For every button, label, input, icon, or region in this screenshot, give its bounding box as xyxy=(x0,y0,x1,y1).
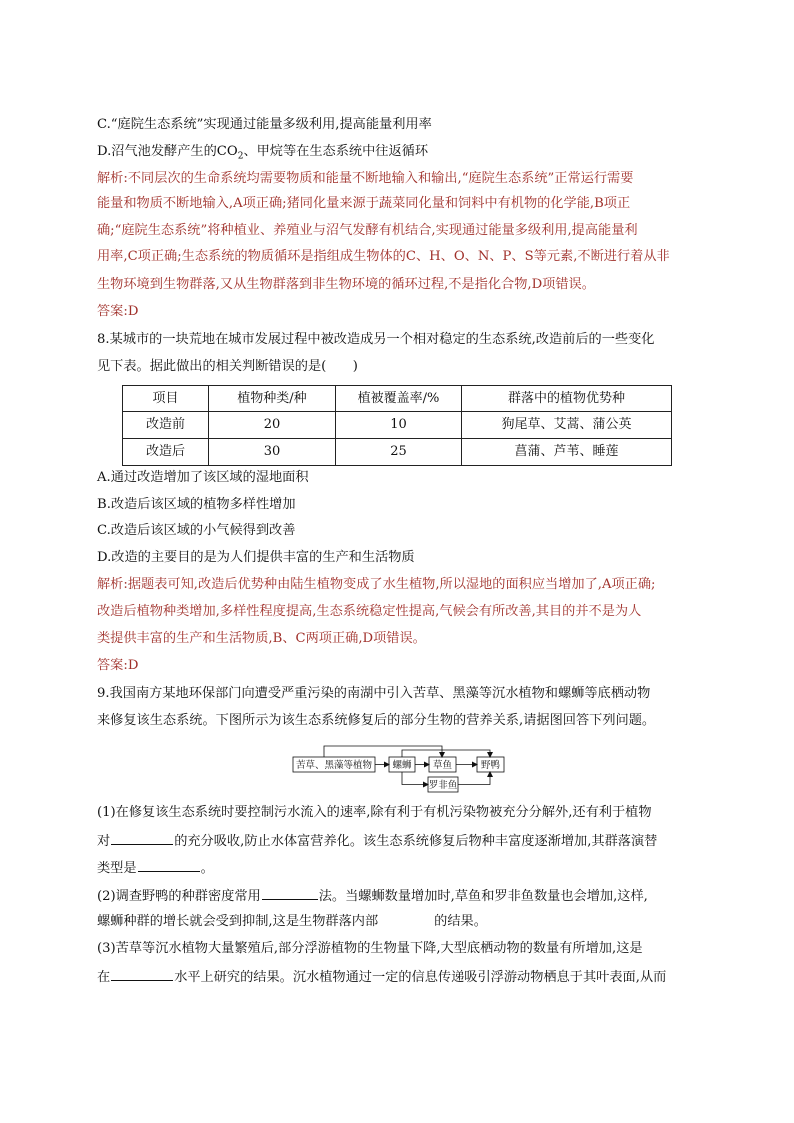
q9-p2-text: 螺蛳种群的增长就会受到抑制,这是生物群落内部 xyxy=(97,914,379,929)
q7-option-d-subscript: 2 xyxy=(237,151,244,162)
q8-data-table xyxy=(122,385,672,466)
q9-p2-line xyxy=(97,911,487,931)
snail-label: 螺蛳 xyxy=(392,760,412,771)
q9-p1-text: 类型是 xyxy=(97,861,137,876)
arrow-snail-tilapia xyxy=(402,772,428,785)
q8-analysis-line: 改造后植物种类增加,多样性程度提高,生态系统稳定性提高,气候会有所改善,其目的并不是为人 xyxy=(97,604,642,619)
table-cell: 狗尾草、艾蒿、蒲公英 xyxy=(462,412,672,439)
q9-p3-text: 在 xyxy=(97,970,111,985)
table-cell: 20 xyxy=(209,412,336,439)
table-cell: 改造前 xyxy=(123,412,209,439)
q7-option-c: C.“庭院生态系统”实现通过能量多级利用,提高能量利用率 xyxy=(97,117,432,132)
q7-answer: 答案:D xyxy=(97,304,139,319)
q9-p3-line xyxy=(97,966,666,986)
table-cell: 30 xyxy=(209,439,336,466)
table-header-cell: 项目 xyxy=(123,386,209,412)
table-header-cell: 群落中的植物优势种 xyxy=(462,386,672,412)
q9-p2-text: 法。当螺蛳数量增加时,草鱼和罗非鱼数量也会增加,这样, xyxy=(318,889,648,904)
q9-p3-text: 水平上研究的结果。沉水植物通过一定的信息传递吸引浮游动物栖息于其叶表面,从而 xyxy=(174,970,667,985)
q7-option-d-text: D.沼气池发酵产生的CO xyxy=(97,144,238,159)
producer-label: 苦草、黑藻等植物 xyxy=(295,760,373,771)
q8-stem-line: 8.某城市的一块荒地在城市发展过程中被改造成另一个相对稳定的生态系统,改造前后的一些变化 xyxy=(97,332,655,347)
q8-option-a: A.通过改造增加了该区域的湿地面积 xyxy=(97,470,309,485)
q8-option-b: B.改造后该区域的植物多样性增加 xyxy=(97,497,296,512)
q8-answer: 答案:D xyxy=(97,658,139,673)
q9-p1-text: 的充分吸收,防止水体富营养化。该生态系统修复后物种丰富度逐渐增加,其群落演替 xyxy=(174,834,658,849)
q9-blank-1 xyxy=(111,830,173,845)
q9-p3-line: (3)苦草等沉水植物大量繁殖后,部分浮游植物的生物量下降,大型底栖动物的数量有所增加,这是 xyxy=(97,941,643,956)
table-header-cell: 植被覆盖率/% xyxy=(336,386,462,412)
q7-option-d-text-2: 、甲烷等在生态系统中往返循环 xyxy=(243,144,429,159)
q8-option-c: C.改造后该区域的小气候得到改善 xyxy=(97,523,296,538)
q7-option-d xyxy=(97,142,428,162)
table-cell: 25 xyxy=(336,439,462,466)
q9-stem-line: 9.我国南方某地环保部门向遭受严重污染的南湖中引入苦草、黑藻等沉水植物和螺蛳等底栖动物 xyxy=(97,686,651,701)
q9-blank-5 xyxy=(111,966,173,981)
arrow-tilapia-duck xyxy=(458,772,490,785)
q7-analysis-line: 确;“庭院生态系统”将种植业、养殖业与沼气发酵有机结合,实现通过能量多级利用,提高能量利 xyxy=(97,223,638,238)
q7-analysis-line: 解析:不同层次的生命系统均需要物质和能量不断地输入和输出,“庭院生态系统”正常运行需要 xyxy=(97,171,634,186)
food-web-diagram xyxy=(290,742,512,794)
q9-p1-text: 对 xyxy=(97,834,111,849)
arrow-producer-carp xyxy=(324,746,442,757)
table-header-row xyxy=(123,386,672,412)
tilapia-label: 罗非鱼 xyxy=(428,780,458,791)
wild-duck-label: 野鸭 xyxy=(480,760,501,771)
q7-analysis-line: 用率,C项正确;生态系统的物质循环是指组成生物体的C、H、O、N、P、S等元素,不断进行着从非 xyxy=(97,249,670,264)
q9-p2-line xyxy=(97,885,648,905)
table-cell: 10 xyxy=(336,412,462,439)
q9-p1-text: 。 xyxy=(200,861,214,876)
q9-p1-line: (1)在修复该生态系统时要控制污水流入的速率,除有利于有机污染物被充分分解外,还有利于植物 xyxy=(97,805,652,820)
q9-p2-text: 的结果。 xyxy=(434,914,487,929)
table-cell: 菖蒲、芦苇、睡莲 xyxy=(462,439,672,466)
q9-p1-line xyxy=(97,830,657,850)
q9-p1-line xyxy=(97,857,214,877)
q9-blank-4 xyxy=(379,911,433,925)
table-header-cell: 植物种类/种 xyxy=(209,386,336,412)
q9-blank-2 xyxy=(138,857,200,872)
table-row xyxy=(123,439,672,466)
q7-analysis-line: 能量和物质不断地输入,A项正确;猪同化量来源于蔬菜同化量和饲料中有机物的化学能,B项正 xyxy=(97,196,631,211)
table-cell: 改造后 xyxy=(123,439,209,466)
q9-blank-3 xyxy=(262,885,318,900)
grass-carp-label: 草鱼 xyxy=(432,760,453,771)
q9-p2-text: (2)调查野鸭的种群密度常用 xyxy=(97,889,261,904)
q8-analysis-line: 类提供丰富的生产和生活物质,B、C两项正确,D项错误。 xyxy=(97,631,426,646)
q7-analysis-line: 生物环境到生物群落,又从生物群落到非生物环境的循环过程,不是指化合物,D项错误。 xyxy=(97,277,595,292)
arrow-snail-duck xyxy=(402,750,490,757)
table-row xyxy=(123,412,672,439)
q8-option-d: D.改造的主要目的是为人们提供丰富的生产和生活物质 xyxy=(97,550,415,565)
q9-stem-line: 来修复该生态系统。下图所示为该生态系统修复后的部分生物的营养关系,请据图回答下列问题。 xyxy=(97,713,656,728)
q8-stem-line: 见下表。据此做出的相关判断错误的是( ) xyxy=(97,359,358,374)
q8-analysis-line: 解析:据题表可知,改造后优势种由陆生植物变成了水生植物,所以湿地的面积应当增加了,A项正确; xyxy=(97,577,656,592)
